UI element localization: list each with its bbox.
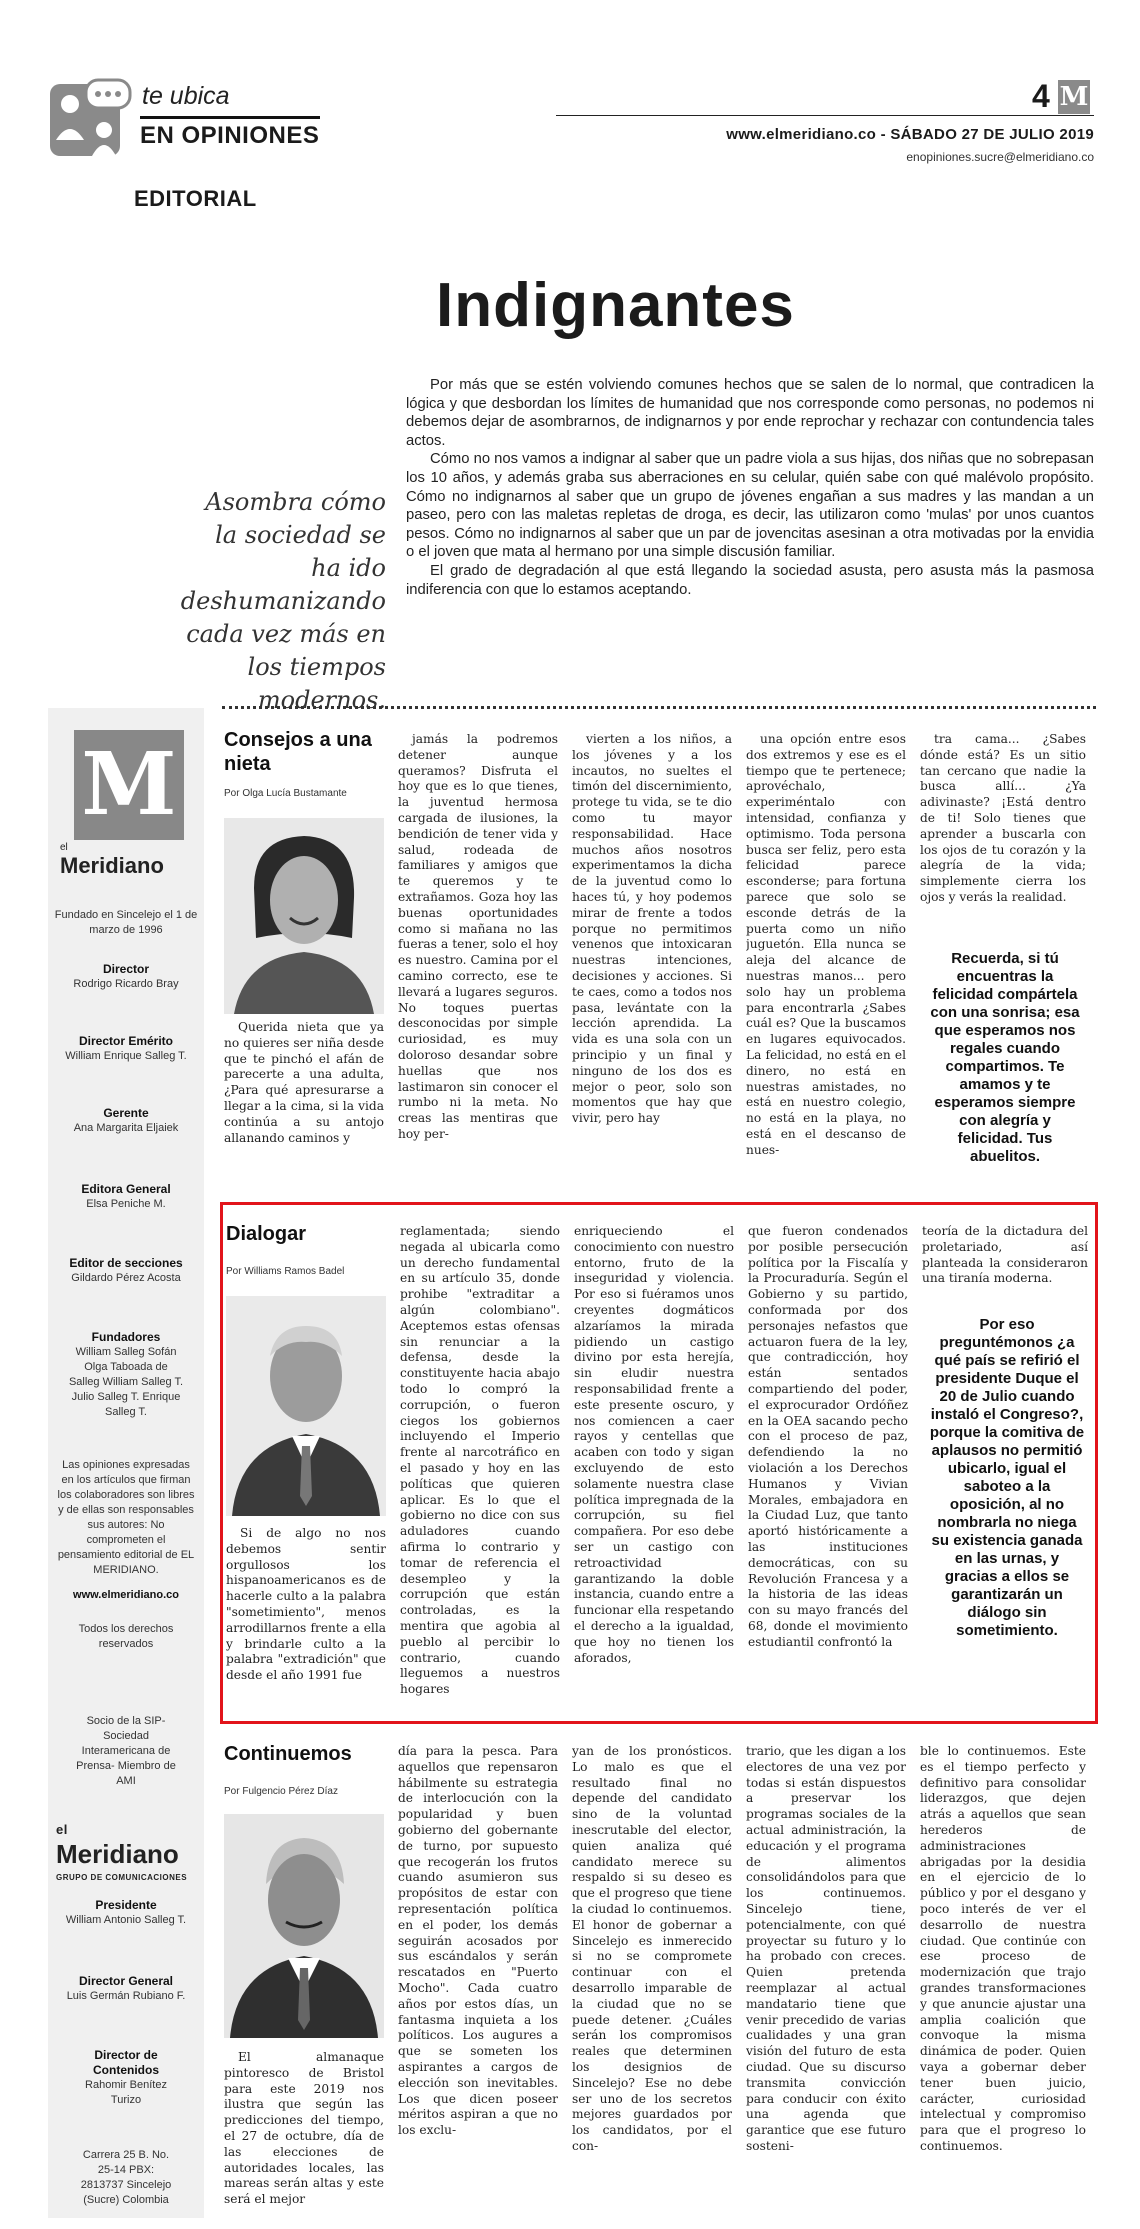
article-title: Continuemos [224, 1743, 352, 1765]
article-byline: Por Olga Lucía Bustamante [224, 788, 347, 799]
article-highlight: Por eso preguntémonos ¿a qué país se refirió el presidente Duque el 20 de Julio cuando instaló el Congreso?, porque la comitiva de aplausos no permitió ubicarlo, igual el saboteo a la oposición, al no nombrarla no niega su existencia ganada en las urnas, y gracias a ellos se garantizarán un diálogo sin sometimiento. [929, 1316, 1085, 1639]
article-title: Dialogar [226, 1223, 307, 1245]
staff-name: Elsa Peniche M. [86, 1198, 166, 1210]
masthead-logo: M [74, 730, 184, 840]
contact-email: enopiniones.sucre@elmeridiano.co [906, 150, 1094, 164]
article-text: que fueron condenados por posible persecución política por la Fiscalía y la Procuraduría. Según el Gobierno y su partido, conformada por dos personajes nefastos que actuaron fuera de la ley, que contradicción, hoy están sentados compartiendo del poder, el exprocurador Ordóñez en la OEA sacando pecho con el proceso de paz, defendiendo la no violación a los Derechos Humanos y Vivian Morales, embajadora en la Ciudad Luz, que tanto aportó históricamente a las instituciones democráticas, con su Revolución Francesa y a la historia de las ideas con su mayo francés del 68, donde el movimiento estudiantil confrontó la [748, 1224, 908, 1649]
page-number: 4 [1032, 78, 1050, 114]
staff-name: William Enrique Salleg T. [65, 1050, 187, 1062]
staff-manager [48, 1106, 204, 1136]
article-text: reglamentada; siendo negada al ubicarla como un derecho fundamental en su artículo 35, donde prohibe "extraditar a algún colombiano". Aceptemos estas ofensas sin renunciar a la defensa, desde la constituyente hacia abajo todo lo compró la corrupción, o fueron ciegos los gobiernos incluyendo el Imperio frente al narcotráfico en el pasado y hoy en las políticas que quieren aplicar. Es lo que el gobierno no dice con sus aduladores cuando afirma lo contrario y tomar de referencia el desempleo y la corrupción que están controladas, es la mentira que agobia al pueblo al percibir lo contrario, cuando lleguemos a nuestros hogares [400, 1224, 560, 1697]
staff-founders [48, 1330, 204, 1420]
section-separator [222, 706, 1096, 709]
article-column [398, 1744, 558, 2224]
staff-role: Gerente [103, 1106, 149, 1120]
staff-role: Fundadores [91, 1330, 161, 1344]
author-photo [224, 818, 384, 1014]
staff-director-emeritus [48, 1034, 204, 1064]
article-text: tra cama... ¿Sabes dónde está? Es un sitio tan cercano que nadie la busca allí... ¿Ya adivinaste? ¡Está dentro de ti! Solo tienes que aprender a buscarla con los ojos de tu corazón y la alegría de la vida; simplemente cierra los ojos y verás la realidad. [920, 732, 1086, 904]
staff-president [48, 1898, 204, 1928]
staff-director [48, 962, 204, 992]
staff-role: Director de Contenidos [93, 2048, 159, 2077]
article-text: teoría de la dictadura del proletariado, así planteada la consideraron una tiranía moderna. [922, 1224, 1088, 1286]
article-column [224, 1020, 384, 1196]
article-text: trario, que les digan a los electores de una vez por todas si están dispuestos a preservar los programas sociales de la actual administración, la educación y el programa de alimentos consolidándolos para que los continuemos. Sincelejo tiene, potencialmente, con qué proyectar su futuro y lo ha probado con creces. Quien pretenda reemplazar al actual mandatario tiene que venir precedido de varias cualidades y una gran visión del futuro de esta ciudad. Que su discurso transmita convicción para conducir con éxito una agenda que garantice que ese futuro sosteni- [746, 1744, 906, 2153]
dateline: www.elmeridiano.co - SÁBADO 27 DE JULIO 2019 [726, 126, 1094, 143]
group-brand [56, 1818, 187, 1890]
opinion-chat-icon [50, 78, 134, 162]
staff-role: Editor de secciones [69, 1256, 183, 1270]
staff-role: Director General [78, 1974, 174, 1988]
staff-role: Editora General [81, 1182, 171, 1196]
article-column [746, 1744, 906, 2224]
staff-content-director [48, 2048, 204, 2108]
header-rule [556, 115, 1094, 116]
article-text: día para la pesca. Para aquellos que repensaron hábilmente su estrategia de interlocución con la popularidad y buen gobierno del gobernante de turno, por supuesto que recogerán los frutos cuando asumieron sus propósitos de estar con representación política en el poder, los demás seguirán acosados por sus escándalos y serán rescatados en "Puerto Mocho". Cada cuatro años por estos días, un fantasma inquieta a los políticos. Los augures a que se someten los aspirantes a cargos de elección son inevitables. Los que dicen poseer méritos aspiran a que no los exclu- [398, 1744, 558, 2138]
article-column [572, 732, 732, 1196]
rights-note: Todos los derechos reservados [78, 1623, 174, 1650]
article-column [398, 732, 558, 1196]
editorial-paragraph: El grado de degradación al que está llegando la sociedad asusta, pero asusta más la pasmosa indiferencia con que lo estamos aceptando. [406, 562, 1094, 598]
article-text: yan de los pronósticos. Lo malo es que el resultado final no depende del candidato sino de la voluntad inescrutable del elector, quien analiza qué candidato merece su respaldo si su deseo es que el progreso que tiene la ciudad lo continuemos. El honor de gobernar a Sincelejo es inmerecido si no se compromete continuar con el desarrollo imparable de la ciudad que no se puede detener. ¿Cuáles serán los compromisos reales que determinen los designios de Sincelejo? Ese no debe ser uno de los secretos mejores guardados por los candidatos, por el con- [572, 1744, 732, 2153]
article-text: enriqueciendo el conocimiento con nuestro entorno, fruto de la inseguridad y violencia. Por eso si fuéramos unos creyentes dogmáticos alzaríamos la mirada pidiendo un castigo divino por esta herejía, sin eludir nuestra responsabilidad frente a este presente oscuro, y nos comiencen a caer rayos y centellas que acaben con todo y sigan excluyendo de esto solamente nuestra clase política impregnada de la corrupción, su fiel compañera. Por eso debe ser un castigo con retroactividad garantizando la doble instancia, cuando entre a funcionar ella respetando el derecho a la igualdad, que hoy no tienen los aforados, [574, 1224, 734, 1665]
group-brand-prefix: el [56, 1822, 68, 1837]
header-logo: M [1059, 82, 1089, 112]
staff-role: Presidente [95, 1898, 157, 1912]
founded-note: Fundado en Sincelejo el 1 de marzo de 1996 [54, 909, 198, 936]
staff-name: Rodrigo Ricardo Bray [73, 978, 179, 990]
article-text: ble lo continuemos. Este es el tiempo perfecto y definitivo para consolidar liderazgos, que dejen atrás a aquellos que sean herederos de administraciones abrigadas por la desidia en el ejercicio de lo público y por el desgano y poco interés de ver el desarrollo de nuestra ciudad. Que continúe con ese proceso de modernización que trajo grandes transformaciones y que anuncie ajustar una amplia coalición que convoque la misma dinámica de poder. Quien vaya a gobernar deber tener buen juicio, carácter, curiosidad intelectual y compromiso para que el progreso lo continuemos. [920, 1744, 1086, 2153]
article-column [748, 1224, 908, 1718]
article-column [922, 1224, 1088, 1290]
editorial-paragraph: Cómo no nos vamos a indignar al saber que un padre viola a sus hijas, dos niñas que no sobrepasan los 10 años, y además graba sus aberraciones en su celular, quién sabe con qué malévolo propósito. Cómo no indignarnos al saber que un grupo de jóvenes engañan a sus madres y las mandan a un paseo, pero con las maletas repletas de droga, es decir, las utilizaron como 'mulas' por unos cuantos pesos. Cómo no indignarnos al saber que un par de jovencitas asesinan a otra motivadas por la envidia o el joven que mata al hermano por una simple discusión familiar. [406, 451, 1094, 561]
article-column [920, 732, 1086, 932]
group-brand-sub: GRUPO DE COMUNICACIONES [56, 1873, 188, 1882]
article-text: Si de algo no nos debemos sentir orgullosos los hispanoamericanos es de hacerle culto a la palabra "sometimiento", menos arrodillarnos frente a ella y brindarle culto a la palabra "extradición" que desde el año 1991 fue [226, 1526, 386, 1683]
article-column [224, 2050, 384, 2224]
author-photo [224, 1814, 384, 2038]
disclaimer: Las opiniones expresadas en los artículos que firman los colaboradores son libres y de ellas son responsables sus autores: No comprometen el pensamiento editorial de EL MERIDIANO. [57, 1459, 195, 1576]
article-column [746, 732, 906, 1196]
section-title: EN OPINIONES [140, 122, 320, 149]
staff-name: Gildardo Pérez Acosta [71, 1272, 181, 1284]
article-text: Querida nieta que ya no quieres ser niña desde que te pinchó el afán de parecerte a una adulta, ¿Para qué apresurarse a llegar a la cima, si la vida continúa a su antojo allanando caminos y [224, 1020, 384, 1145]
article-byline: Por Williams Ramos Badel [226, 1266, 345, 1277]
membership-note: Socio de la SIP- Sociedad Interamericana de Prensa- Miembro de AMI [76, 1715, 176, 1787]
staff-name: William Salleg Sofán Olga Taboada de Salleg William Salleg T. Julio Salleg T. Enrique Salleg T. [68, 1346, 184, 1418]
staff-role: Director [102, 962, 149, 976]
brand-name: Meridiano [60, 853, 164, 878]
editorial-body [406, 376, 1094, 599]
editorial-title: Indignantes [436, 271, 795, 340]
masthead-brand [60, 842, 164, 879]
article-text: jamás la podremos detener aunque queramos? Disfruta el hoy que es lo que tienes, la juventud hermosa cargada de ilusiones, la bendición de tener vida y salud, rodeada de familiares y amigos que te queremos y te extrañamos. Goza hoy las buenas oportunidades como si mañana no las fueras a tener, solo el hoy es nuestro. Camina por el camino correcto, ese te llevará a lugares seguros. No toques puertas desconocidas por simple curiosidad, es muy doloroso desandar sobre huellas que nos lastimaron sin conocer el rumbo ni la meta. No creas las mentiras que hoy per- [398, 732, 558, 1141]
group-brand-name: Meridiano [56, 1839, 179, 1869]
article-text: El almanaque pintoresco de Bristol para este 2019 nos ilustra que según las predicciones del tiempo, el 27 de octubre, día de las elecciones de autoridades locales, las mareas serán altas y este será el mejor [224, 2050, 384, 2207]
staff-name: Ana Margarita Eljaiek [73, 1122, 179, 1134]
editorial-paragraph: Por más que se estén volviendo comunes hechos que se salen de lo normal, que contradicen la lógica y que desbordan los límites de humanidad que nos corresponde como personas, no podemos ni debemos dejar de asombrarnos, de indignarnos y por ende reprochar y rechazar con contundencia tales actos. [406, 377, 1094, 449]
article-text: vierten a los niños, a los jóvenes y a los incautos, no sueltes el timón del discernimiento, protege tu vida, se te dio como tu mayor responsabilidad. Hace muchos años nosotros experimentamos la dicha de la juventud como lo haces tú, y hoy podemos mirar de frente a todos porque no permitimos venenos que intoxicaran nuestras intenciones, decisiones y acciones. Si te caes, como a todos nos pasa, levántate con la lección aprendida. La vida es una sola con un principio y un final y ninguno de los dos es mejor o peor, solo son momentos que hay que vivir, pero hay [572, 732, 732, 1126]
article-text: una opción entre esos dos extremos y ese es el tiempo que te pertenece; aprovéchalo, experiméntalo con intensidad, confianza y optimismo. Toda persona busca ser feliz, pero esta felicidad parece esconderse; para fortuna parece que solo se esconde detrás de la puerta como un niño juguetón. Ella nunca se aleja del alcance de nuestras manos... pero solo hay un problema para encontrarla ¿Sabes cuál es? Que la buscamos en lugares equivocados. La felicidad, no está en el dinero, no está en nuestras amistades, no está en nuestro colegio, no está en la playa, no está en el descanso de nues- [746, 732, 906, 1157]
article-column [572, 1744, 732, 2224]
author-photo [226, 1296, 386, 1516]
article-column [400, 1224, 560, 1718]
article-byline: Por Fulgencio Pérez Díaz [224, 1786, 338, 1797]
section-kicker: te ubica [142, 82, 230, 110]
article-column [226, 1526, 386, 1718]
editorial-pullquote: Asombra cómo la sociedad se ha ido deshumanizando cada vez más en los tiempos modernos. [180, 488, 386, 714]
article-highlight: Recuerda, si tú encuentras la felicidad compártela con una sonrisa; esa que esperamos nos regales cuando compartimos. Te amamos y te esperamos siempre con alegría y felicidad. Tus abuelitos. [930, 950, 1080, 1165]
website: www.elmeridiano.co [73, 1589, 179, 1601]
brand-prefix: el [60, 842, 68, 853]
staff-general-editor [48, 1182, 204, 1212]
article-column [920, 1744, 1086, 2224]
address: Carrera 25 B. No. 25-14 PBX: 2813737 Sincelejo (Sucre) Colombia [80, 2149, 172, 2206]
editorial-label: EDITORIAL [134, 186, 257, 211]
section-divider [140, 116, 320, 119]
staff-name: Rahomir Benítez Turizo [85, 2079, 167, 2106]
article-title: Consejos a una nieta [224, 729, 372, 775]
staff-general-director [48, 1974, 204, 2004]
article-column [574, 1224, 734, 1718]
staff-name: William Antonio Salleg T. [65, 1914, 187, 1926]
staff-name: Luis Germán Rubiano F. [66, 1990, 186, 2002]
staff-section-editor [48, 1256, 204, 1286]
staff-role: Director Emérito [78, 1034, 174, 1048]
